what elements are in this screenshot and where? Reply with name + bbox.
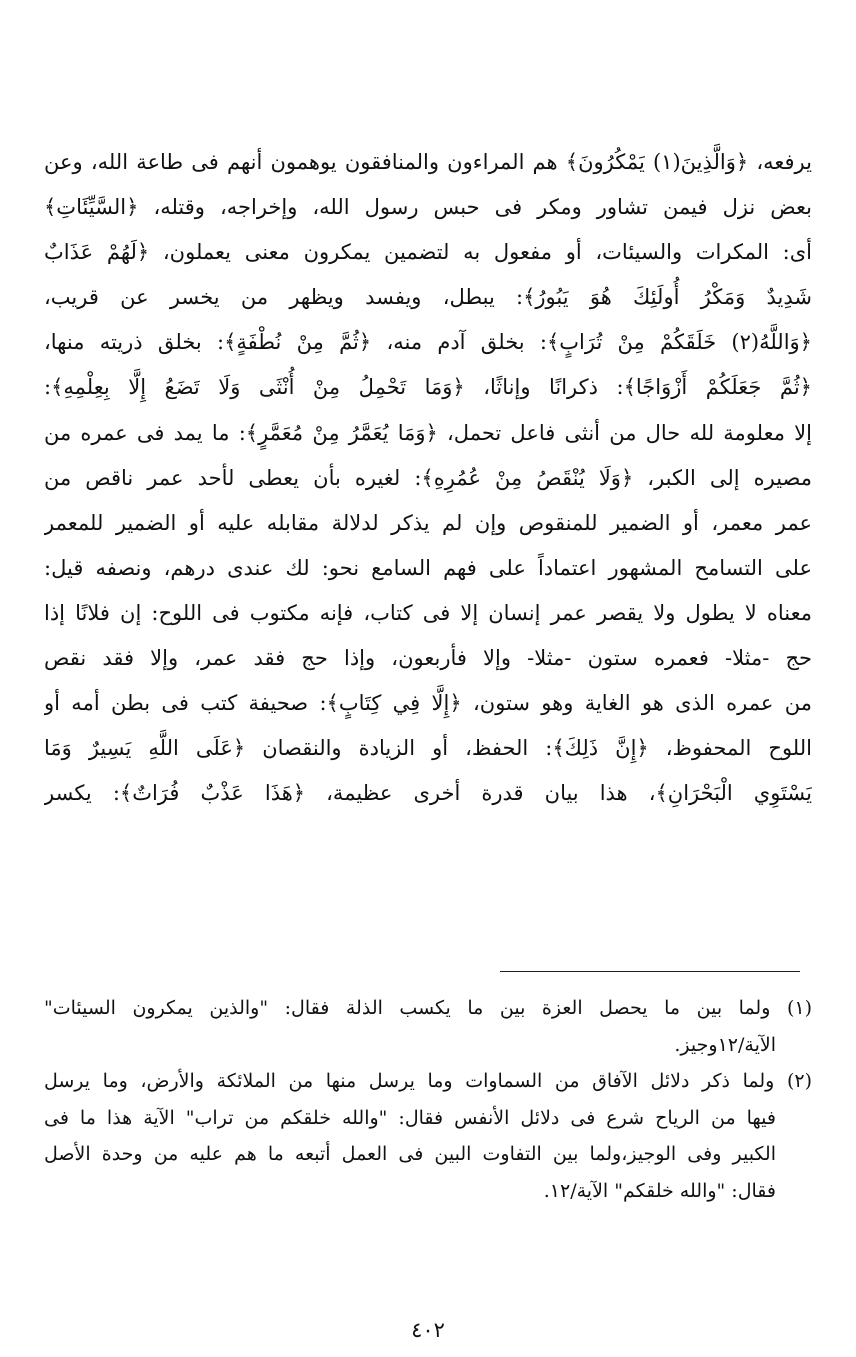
text-line: على التسامح المشهور اعتماداً على فهم السامع نحو: لك عندى درهم، ونصفه قيل: xyxy=(44,555,812,580)
text-line: ﴿ثُمَّ جَعَلَكُمْ أَزْوَاجًا﴾: ذكرانًا وإناثًا، ﴿وَمَا تَحْمِلُ مِنْ أُنْثَى وَلَا تَضَعُ إِلَّا بِعِلْمِهِ﴾: xyxy=(44,375,812,400)
text-line: حج -مثلا- فعمره ستون -مثلا- وإلا فأربعون، وإذا حج فقد عمر، وإلا فقد نقص xyxy=(44,646,812,671)
text-line: معناه لا يطول ولا يقصر عمر إنسان إلا فى كتاب، فإنه مكتوب فى اللوح: إن فلانًا إذا xyxy=(44,600,812,625)
footnote-1 xyxy=(44,990,812,1063)
text-line: يَسْتَوِي الْبَحْرَانِ﴾، هذا بيان قدرة أخرى عظيمة، ﴿هَذَا عَذْبٌ فُرَاتٌ﴾: يكسر xyxy=(44,781,812,806)
text-line: بعض نزل فيمن تشاور ومكر فى حبس رسول الله، وإخراجه، وقتله، ﴿السَّيِّئَاتِ﴾ xyxy=(44,195,812,220)
footnote-2 xyxy=(44,1063,812,1209)
footnote-line: فقال: "والله خلقكم" الآية/١٢. xyxy=(543,1179,776,1202)
footnote-line: فيها من الرياح شرع فى دلائل الأنفس فقال: "والله خلقكم من تراب" الآية هذا ما فى xyxy=(44,1106,776,1129)
main-text xyxy=(44,140,812,816)
text-line: ﴿وَاللَّهُ(٢) خَلَقَكُمْ مِنْ تُرَابٍ﴾: بخلق آدم منه، ﴿ثُمَّ مِنْ نُطْفَةٍ﴾: بخلق ذريته منها، xyxy=(44,330,812,355)
footnote-divider xyxy=(500,971,800,972)
text-line: إلا معلومة لله حال من أنثى فاعل تحمل، ﴿وَمَا يُعَمَّرُ مِنْ مُعَمَّرٍ﴾: ما يمد فى عمره من xyxy=(44,420,812,445)
text-line: يرفعه، ﴿وَالَّذِينَ(١) يَمْكُرُونَ﴾ هم المراءون والمنافقون يوهمون أنهم فى طاعة الله، وعن xyxy=(44,150,812,174)
footnote-line: (٢) ولما ذكر دلائل الآفاق من السماوات وما يرسل منها من الملائكة والأرض، وما يرسل xyxy=(44,1070,812,1092)
page-number: ٤٠٢ xyxy=(411,1318,445,1342)
footnote-line: (١) ولما بين ما يحصل العزة بين ما يكسب الذلة فقال: "والذين يمكرون السيئات" xyxy=(44,997,812,1019)
text-line: أى: المكرات والسيئات، أو مفعول به لتضمين يمكرون معنى يعملون، ﴿لَهُمْ عَذَابٌ xyxy=(44,240,812,265)
text-line: اللوح المحفوظ، ﴿إِنَّ ذَلِكَ﴾: الحفظ، أو الزيادة والنقصان ﴿عَلَى اللَّهِ يَسِيرٌ وَمَا xyxy=(44,736,812,761)
footnote-line: الكبير وفى الوجيز،ولما بين التفاوت البين فى العمل أتبعه ما هم عليه من وحدة الأصل xyxy=(44,1143,776,1165)
text-line: عمر معمر، أو الضمير للمنقوص وإن لم يذكر لدلالة مقابله عليه أو الضمير للمعمر xyxy=(44,510,812,535)
footnotes xyxy=(44,990,812,1209)
footnote-line: الآية/١٢وجيز. xyxy=(674,1033,776,1056)
text-line: من عمره الذى هو الغاية وهو ستون، ﴿إِلَّا فِي كِتَابٍ﴾: صحيفة كتب فى بطن أمه أو xyxy=(44,691,812,716)
text-line: مصيره إلى الكبر، ﴿وَلَا يُنْقَصُ مِنْ عُمُرِهِ﴾: لغيره بأن يعطى لأحد عمر ناقص من xyxy=(44,465,812,490)
text-line: شَدِيدٌ وَمَكْرُ أُولَئِكَ هُوَ يَبُورُ﴾: يبطل، ويفسد ويظهر من يخسر عن قريب، xyxy=(44,285,812,310)
